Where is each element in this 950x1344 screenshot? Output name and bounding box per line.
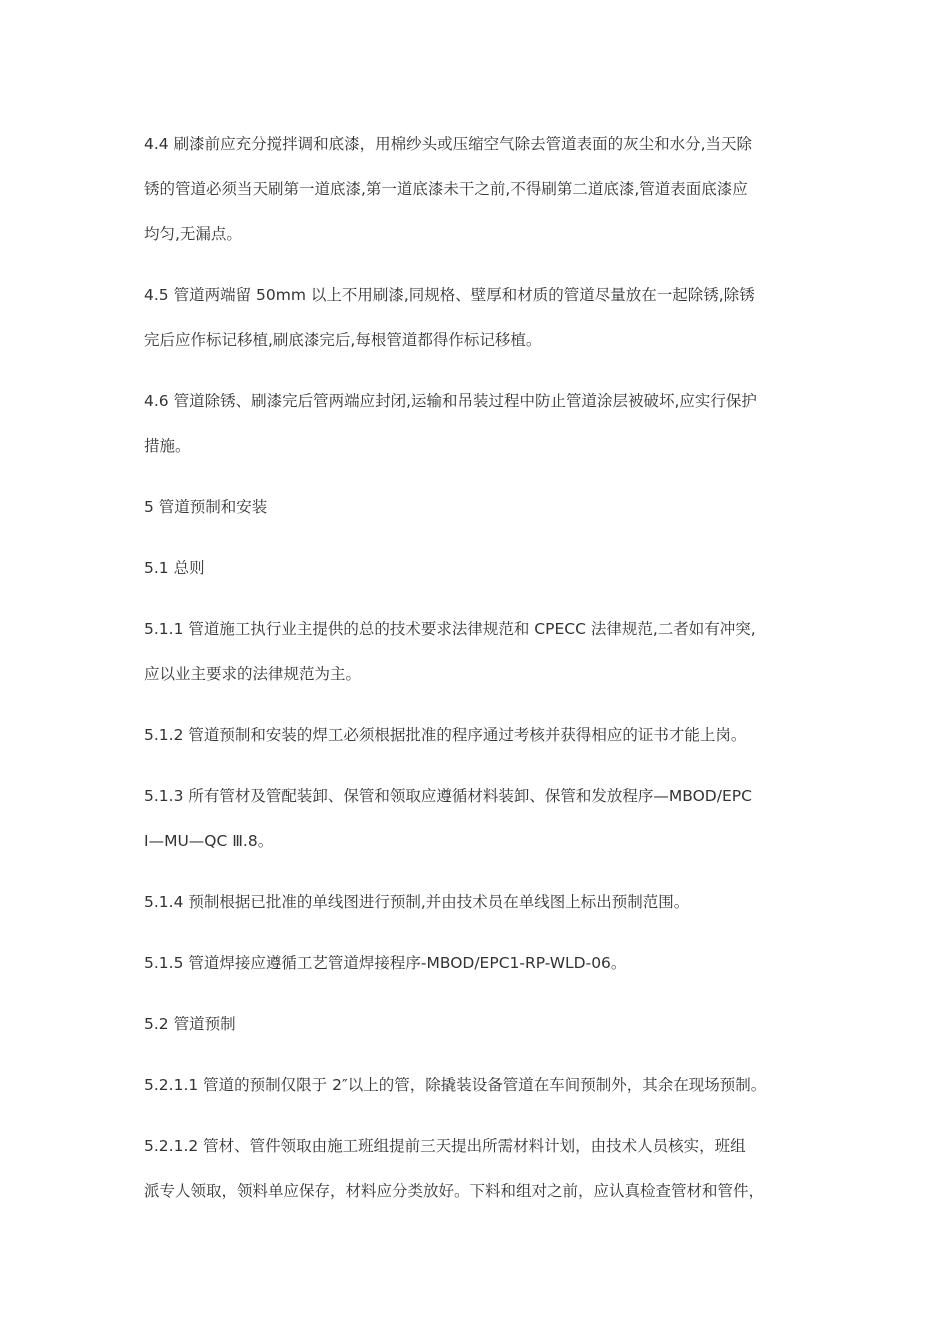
text-line: 5.1.1 管道施工执行业主提供的总的技术要求法律规范和 CPECC 法律规范,二者如有冲突, [144, 620, 756, 638]
text-line: 措施。 [144, 437, 191, 455]
text-line: 5.1.5 管道焊接应遵循工艺管道焊接程序-MBOD/EPC1-RP-WLD-06。 [144, 954, 627, 972]
paragraph-4-5 [144, 273, 812, 363]
text-line: 5 管道预制和安装 [144, 498, 268, 516]
text-line: 4.6 管道除锈、刷漆完后管两端应封闭,运输和吊装过程中防止管道涂层被破坏,应实行保护 [144, 392, 757, 410]
text-line: 完后应作标记移植,刷底漆完后,每根管道都得作标记移植。 [144, 331, 542, 349]
document-body [144, 122, 812, 1230]
text-line: 派专人领取，领料单应保存，材料应分类放好。下料和组对之前，应认真检查管材和管件， [144, 1182, 765, 1200]
text-line: 5.1 总则 [144, 559, 205, 577]
text-line: 均匀,无漏点。 [144, 225, 242, 243]
text-line: 4.5 管道两端留 50mm 以上不用刷漆,同规格、壁厚和材质的管道尽量放在一起除锈,除锈 [144, 286, 755, 304]
paragraph-5-1-4 [144, 880, 812, 925]
text-line: 5.1.3 所有管材及管配装卸、保管和领取应遵循材料装卸、保管和发放程序—MBOD/EPC [144, 787, 752, 805]
paragraph-5-2-1-2 [144, 1124, 812, 1214]
paragraph-5-1-5 [144, 941, 812, 986]
paragraph-4-6 [144, 379, 812, 469]
text-line: 5.1.4 预制根据已批准的单线图进行预制,并由技术员在单线图上标出预制范围。 [144, 893, 690, 911]
text-line: 4.4 刷漆前应充分搅拌调和底漆，用棉纱头或压缩空气除去管道表面的灰尘和水分,当天除 [144, 135, 753, 153]
section-heading-5-1 [144, 546, 812, 591]
text-line: Ⅰ—MU—QC Ⅲ.8。 [144, 832, 274, 850]
text-line: 锈的管道必须当天刷第一道底漆,第一道底漆未干之前,不得刷第二道底漆,管道表面底漆应 [144, 180, 748, 198]
section-heading-5 [144, 485, 812, 530]
text-line: 5.1.2 管道预制和安装的焊工必须根据批准的程序通过考核并获得相应的证书才能上岗。 [144, 726, 747, 744]
paragraph-4-4 [144, 122, 812, 257]
text-line: 5.2 管道预制 [144, 1015, 236, 1033]
paragraph-5-1-3 [144, 774, 812, 864]
section-heading-5-2 [144, 1002, 812, 1047]
text-line: 应以业主要求的法律规范为主。 [144, 665, 362, 683]
paragraph-5-1-1 [144, 607, 812, 697]
paragraph-5-1-2 [144, 713, 812, 758]
text-line: 5.2.1.1 管道的预制仅限于 2″以上的管，除撬装设备管道在车间预制外，其余在现场预制。 [144, 1076, 767, 1094]
paragraph-5-2-1-1 [144, 1063, 812, 1108]
text-line: 5.2.1.2 管材、管件领取由施工班组提前三天提出所需材料计划，由技术人员核实，班组 [144, 1137, 746, 1155]
